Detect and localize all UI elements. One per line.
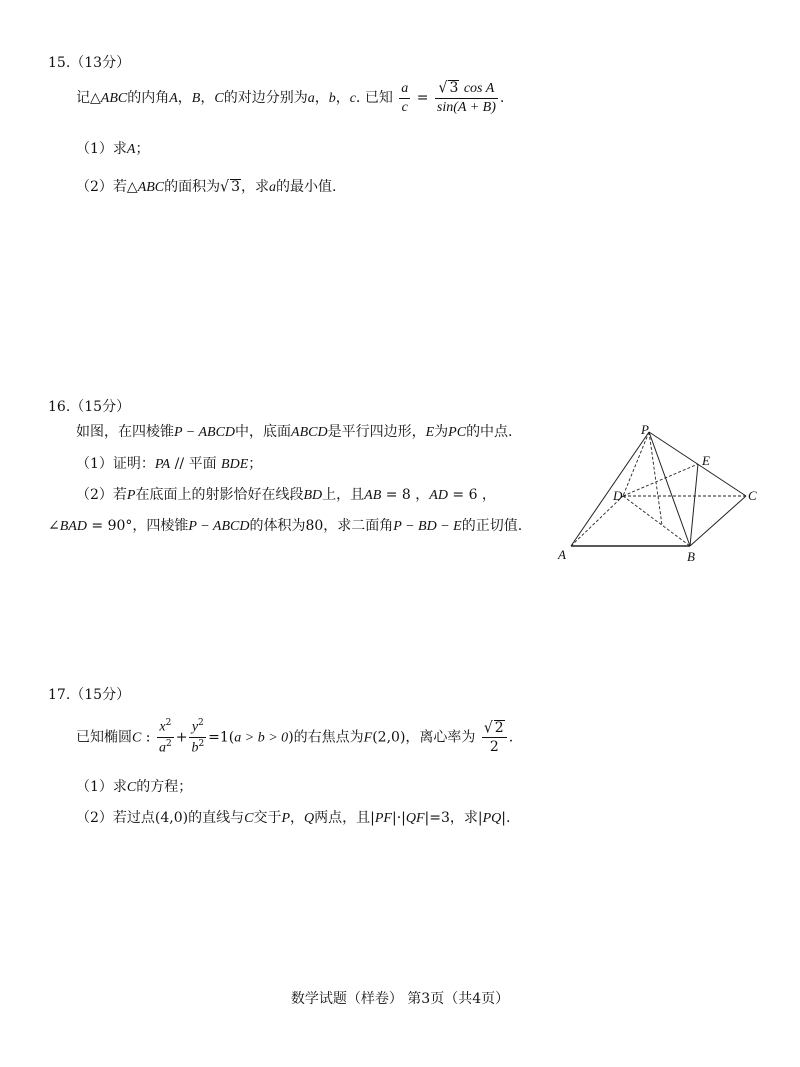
problem-15-part-1: （1）求A；	[76, 141, 150, 157]
edge-AD	[571, 496, 623, 546]
edge-PA	[571, 432, 649, 546]
problem-17-part-2: （2）若过点(4,0)的直线与C交于P，Q两点，且|PF|·|QF|=3，求|PQ|.	[76, 810, 511, 826]
problem-17-stem: 已知椭圆C : $\frac{x^2}{a^2}$ + $\frac{y^2}{b^2}$ =1(a > b > 0)的右焦点为F(2,0)，离心率为 $\frac{√ 2}{2}$ .	[76, 718, 514, 756]
edge-DE	[623, 464, 698, 496]
problem-15-header: 15.（13分）	[48, 55, 131, 71]
problem-15-stem: 记△ABC的内角A，B，C的对边分别为a，b，c. 已知 $\frac{a}{c}$ = $\frac{\text{√ 3 cos A}}{\sin(A + B)}$ .	[76, 79, 505, 116]
vertex-label-A: A	[558, 547, 566, 562]
fraction-sqrt2-over-2: $\frac{√ 2}{2}$	[482, 720, 507, 755]
vertex-label-E: E	[702, 453, 710, 468]
vertex-label-D: D	[613, 488, 623, 503]
edge-DB	[623, 496, 690, 546]
vertex-label-B: B	[687, 549, 695, 564]
problem-17-part-1: （1）求C的方程；	[76, 779, 193, 795]
edge-BC	[690, 496, 746, 546]
page-footer: 数学试题（样卷） 第3页（共4页）	[290, 991, 510, 1007]
problem-17-header: 17.（15分）	[48, 687, 131, 703]
problem-16-part-2-line-2: ∠BAD = 90°，四棱锥P − ABCD的体积为80，求二面角P − BD − E的正切值.	[48, 518, 523, 534]
pyramid-figure	[550, 420, 775, 570]
edge-P-foot	[649, 432, 662, 525]
problem-16-stem: 如图，在四棱锥P − ABCD中，底面ABCD是平行四边形，E为PC的中点.	[76, 424, 513, 440]
problem-16-part-2-line-1: （2）若P在底面上的射影恰好在线段BD上，且AB = 8 ，AD = 6 ，	[76, 487, 496, 503]
edge-BE	[690, 464, 698, 546]
fraction-sqrt3cosA-over-sin: $\frac{\text{√ 3 cos A}}{\sin(A + B)}$	[436, 79, 496, 116]
problem-15-part-2: （2）若△ABC的面积为√ 3，求a的最小值.	[76, 178, 337, 196]
vertex-label-C: C	[748, 488, 757, 503]
fraction-x2-over-a2: $\frac{x^2}{a^2}$	[158, 718, 172, 756]
problem-16-header: 16.（15分）	[48, 399, 131, 415]
fraction-y2-over-b2: $\frac{y^2}{b^2}$	[191, 718, 205, 756]
fraction-a-over-c: $\frac{a}{c}$	[401, 80, 409, 115]
problem-16-part-1: （1）证明：PA // 平面 BDE；	[76, 456, 263, 472]
edge-PB	[649, 432, 690, 546]
vertex-label-P: P	[641, 422, 649, 437]
